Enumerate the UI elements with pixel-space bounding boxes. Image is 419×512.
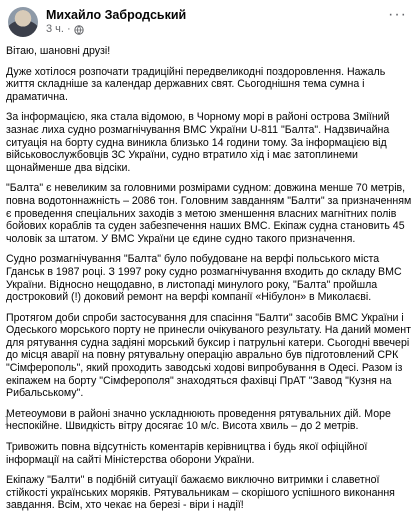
- post-paragraph: Вітаю, шановні друзі!: [6, 45, 111, 57]
- author-avatar[interactable]: [8, 7, 38, 37]
- post-paragraph: За інформацією, яка стала відомою, в Чорному морі в районі острова Зміїний зазнає лиха судно розмагнічування ВМС України U-811 "Балта". Надзвичайна ситуація на борту судна виникла близько 14 години тому. За інформацією від військовослужбовців ЗС України, судно втратило хід і має затоплинеми щонайменше два відсіки.: [6, 111, 390, 174]
- post-paragraph: Метеоумови в районі значно ускладнюють проведення рятувальних дій. Море неспокійне. Швидкість вітру досягає 10 м/с. Висота хвиль – до 2 метрів.: [6, 407, 391, 433]
- author-name[interactable]: Михайло Забродський: [46, 8, 187, 22]
- post-paragraph: Протягом доби спроби застосування для спасіння "Балти" засобів ВМС України і Одеського морського порту не принесли очікуваного результату. На даний момент для рятування судна задіяні морський буксир і патрульні катери. Сьогодні ввечері до місця аварії на повну рятувальну операцію аврально був підготовлений СРК "Сімферополь", який проходить заводські ходові випробування в Одесі. Разом із екіпажем на борту "Сімферополя" знаходяться фахівці ПрАТ "Завод "Кузня на Рибальському".: [6, 311, 411, 400]
- post-header: [6, 5, 413, 39]
- post-paragraph: Судно розмагнічування "Балта" було побудоване на верфі польського міста Гданськ в 1987 році. З 1997 року судно розмагнічування входить до складу ВМС України. Відносно нещодавно, в листопаді минулого року, "Балта" пройшла достроковий (!) доковий ремонт на верфі компанії «Нібулон» в Миколаєві.: [6, 253, 402, 304]
- author-block: [46, 8, 186, 36]
- globe-icon[interactable]: [74, 25, 84, 35]
- post-paragraph: "Балта" є невеликим за головними розмірами судном: довжина менше 70 метрів, повна водотоннажність – 2086 тон. Головним завданням "Балти" за призначенням є проведення спеціальних заходів з метою зменшення власних магнітних полів бойових кораблів та суден забезпечення наших ВМС. Екіпаж судна становить 45 чоловік за штатом. У ВМС України це єдине судно такого призначення.: [6, 182, 412, 245]
- post-paragraph: Дуже хотілося розпочати традиційні передвеликодні поздоровлення. Нажаль життя складніше за календар державних свят. Сьогоднішня тема сумна і драматична.: [6, 65, 386, 103]
- post-meta: 3 ч. ·: [46, 23, 186, 36]
- more-options-button[interactable]: ···: [388, 6, 407, 23]
- post-paragraph: Екіпажу "Балти" в подібній ситуації бажаємо виключно витримки і славетної стійкості українських моряків. Рятувальникам – скорішого успішного виконання завдання. Всім, хто чекає на березі - віри і надії!: [6, 474, 395, 512]
- text-cursor-icon: [4, 416, 10, 425]
- post-paragraph: Тривожить повна відсутність коментарів керівництва і будь якої офіційної інформації на сайті Міністерства оборони України.: [6, 441, 368, 466]
- post-body: [6, 45, 413, 512]
- post-time[interactable]: 3 ч.: [46, 23, 64, 35]
